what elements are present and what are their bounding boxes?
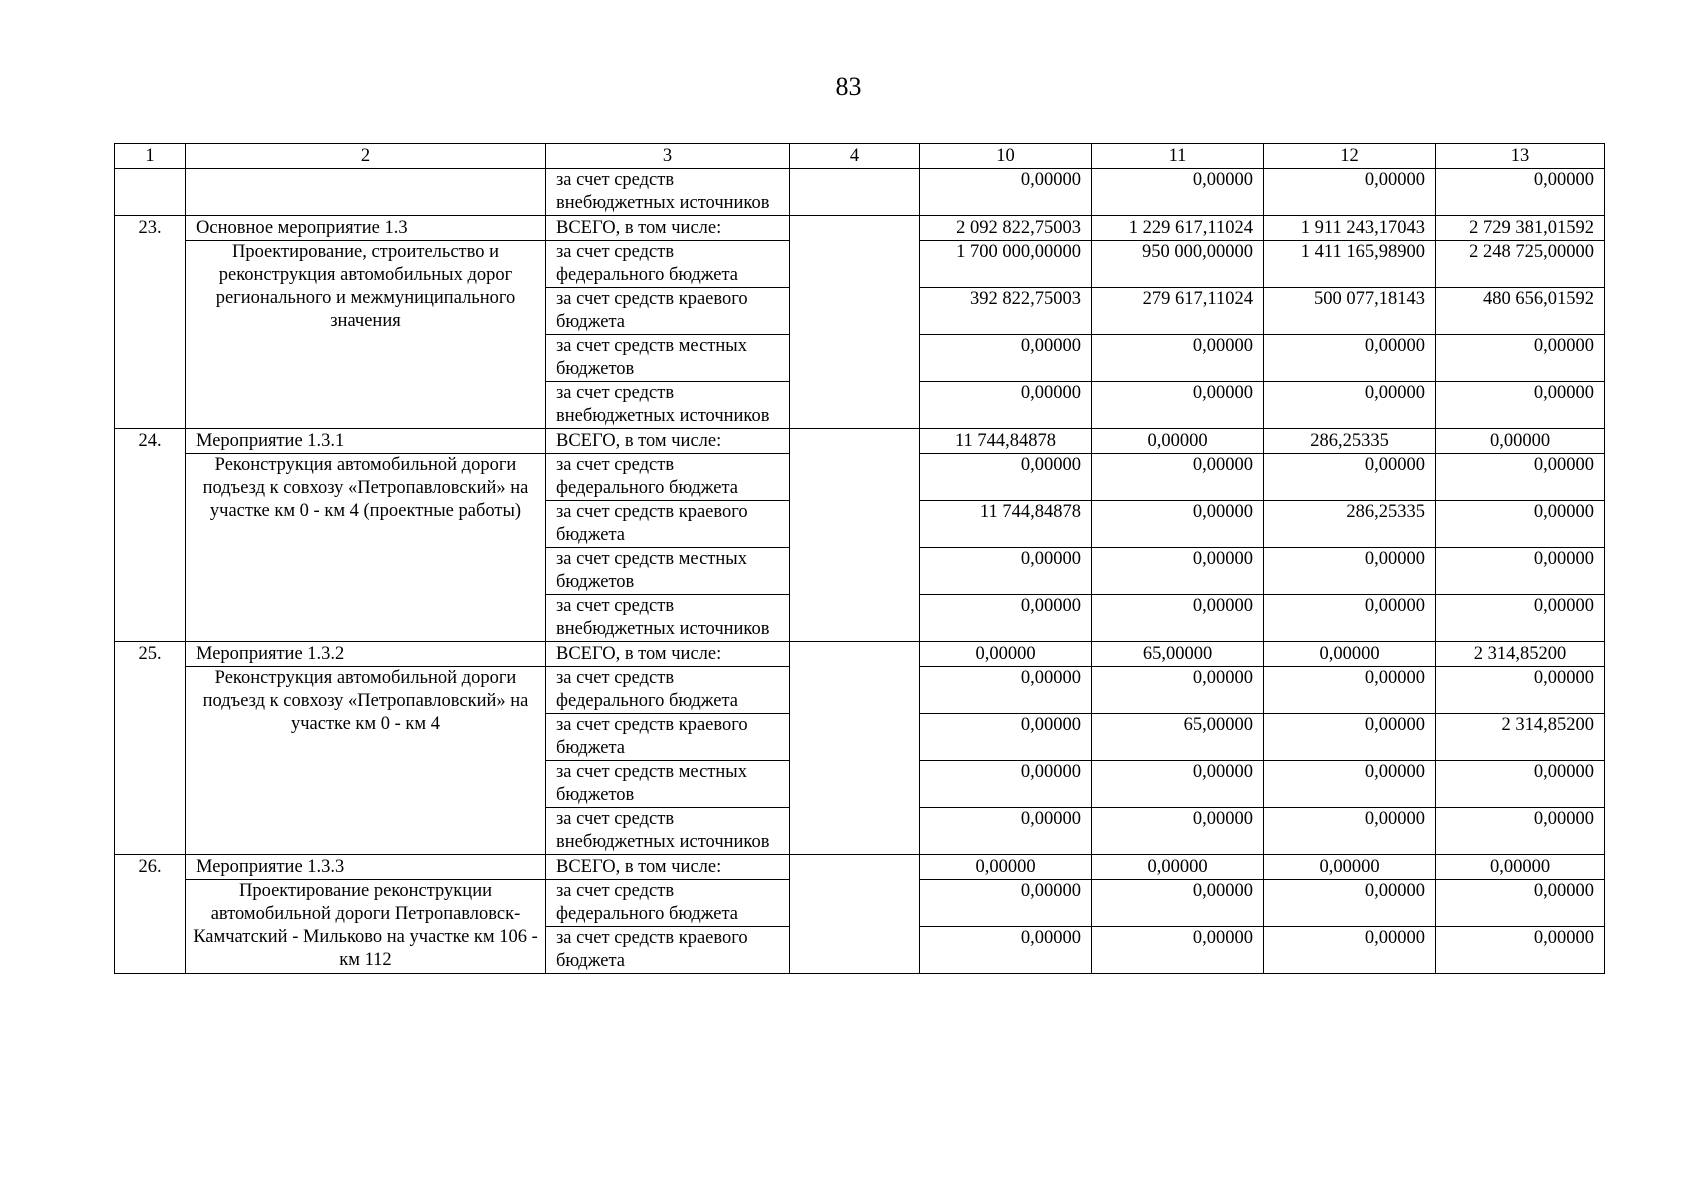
total-value-cell: 2 092 822,75003 — [920, 216, 1092, 241]
value-cell: 0,00000 — [1436, 454, 1605, 501]
value-cell: 0,00000 — [1264, 548, 1436, 595]
value-cell: 0,00000 — [1092, 761, 1264, 808]
group-total-row — [115, 216, 1605, 241]
value-cell: 2 248 725,00000 — [1436, 241, 1605, 288]
value-cell: 286,25335 — [1264, 501, 1436, 548]
carryover-row — [115, 169, 1605, 216]
column-header: 4 — [790, 144, 920, 169]
value-cell: 0,00000 — [1264, 714, 1436, 761]
column-number-row — [115, 144, 1605, 169]
column-header: 1 — [115, 144, 186, 169]
value-cell: 0,00000 — [1264, 808, 1436, 855]
measure-description: Проектирование, строительство и реконструкция автомобильных дорог регионального и межмуниципального значения — [186, 241, 546, 429]
total-value-cell: 1 911 243,17043 — [1264, 216, 1436, 241]
funding-source-label: за счет средств местных бюджетов — [546, 335, 790, 382]
measure-title: Мероприятие 1.3.3 — [186, 855, 546, 880]
column-header: 11 — [1092, 144, 1264, 169]
value-cell: 392 822,75003 — [920, 288, 1092, 335]
value-cell: 0,00000 — [920, 335, 1092, 382]
total-value-cell: 0,00000 — [920, 855, 1092, 880]
measure-title: Основное мероприятие 1.3 — [186, 216, 546, 241]
funding-source-label: за счет средств внебюджетных источников — [546, 595, 790, 642]
value-cell: 0,00000 — [1092, 454, 1264, 501]
value-cell: 0,00000 — [1264, 169, 1436, 216]
value-cell: 0,00000 — [1092, 501, 1264, 548]
value-cell: 0,00000 — [1264, 667, 1436, 714]
value-cell: 0,00000 — [920, 667, 1092, 714]
total-value-cell: 0,00000 — [1436, 855, 1605, 880]
value-cell: 0,00000 — [1092, 382, 1264, 429]
value-cell: 0,00000 — [1092, 595, 1264, 642]
funding-source-label: за счет средств федерального бюджета — [546, 241, 790, 288]
page-number: 83 — [835, 72, 862, 101]
value-cell: 0,00000 — [920, 880, 1092, 927]
measure-title: Мероприятие 1.3.1 — [186, 429, 546, 454]
value-cell: 0,00000 — [1436, 382, 1605, 429]
value-cell: 0,00000 — [1092, 335, 1264, 382]
total-value-cell: 0,00000 — [1264, 642, 1436, 667]
funding-source-label: за счет средств местных бюджетов — [546, 548, 790, 595]
table-body — [115, 144, 1605, 974]
funding-source-label: за счет средств внебюджетных источников — [546, 382, 790, 429]
funding-source-label: за счет средств местных бюджетов — [546, 761, 790, 808]
value-cell: 0,00000 — [1436, 335, 1605, 382]
group-total-row — [115, 429, 1605, 454]
column-header: 12 — [1264, 144, 1436, 169]
total-label: ВСЕГО, в том числе: — [546, 642, 790, 667]
total-value-cell: 2 314,85200 — [1436, 642, 1605, 667]
value-cell: 0,00000 — [1436, 927, 1605, 974]
value-cell: 0,00000 — [1436, 595, 1605, 642]
column-header: 13 — [1436, 144, 1605, 169]
value-cell: 950 000,00000 — [1092, 241, 1264, 288]
value-cell: 11 744,84878 — [920, 501, 1092, 548]
value-cell: 0,00000 — [1264, 335, 1436, 382]
funding-source-label: за счет средств внебюджетных источников — [546, 169, 790, 216]
value-cell: 0,00000 — [920, 761, 1092, 808]
measure-description: Реконструкция автомобильной дороги подъезд к совхозу «Петропавловский» на участке км 0 - км 4 — [186, 667, 546, 855]
value-cell: 0,00000 — [1092, 548, 1264, 595]
group-total-row — [115, 855, 1605, 880]
total-label: ВСЕГО, в том числе: — [546, 429, 790, 454]
value-cell: 0,00000 — [920, 169, 1092, 216]
value-cell: 0,00000 — [1436, 667, 1605, 714]
value-cell: 1 700 000,00000 — [920, 241, 1092, 288]
total-value-cell: 286,25335 — [1264, 429, 1436, 454]
total-value-cell: 0,00000 — [1264, 855, 1436, 880]
value-cell: 0,00000 — [1436, 761, 1605, 808]
index-cell — [115, 169, 186, 216]
value-cell: 0,00000 — [1264, 880, 1436, 927]
total-value-cell: 0,00000 — [1092, 429, 1264, 454]
funding-source-label: за счет средств краевого бюджета — [546, 714, 790, 761]
column-header: 3 — [546, 144, 790, 169]
value-cell: 0,00000 — [1092, 808, 1264, 855]
value-cell: 0,00000 — [920, 454, 1092, 501]
funding-source-label: за счет средств краевого бюджета — [546, 501, 790, 548]
column-4-cell — [790, 642, 920, 855]
funding-source-label: за счет средств федерального бюджета — [546, 454, 790, 501]
value-cell: 0,00000 — [1264, 595, 1436, 642]
value-cell: 0,00000 — [920, 714, 1092, 761]
value-cell: 480 656,01592 — [1436, 288, 1605, 335]
value-cell: 0,00000 — [920, 382, 1092, 429]
value-cell: 0,00000 — [1092, 169, 1264, 216]
value-cell: 0,00000 — [1436, 808, 1605, 855]
total-value-cell: 11 744,84878 — [920, 429, 1092, 454]
column-header: 10 — [920, 144, 1092, 169]
value-cell: 0,00000 — [1436, 169, 1605, 216]
value-cell: 0,00000 — [920, 808, 1092, 855]
value-cell: 0,00000 — [1264, 927, 1436, 974]
total-value-cell: 0,00000 — [1436, 429, 1605, 454]
total-value-cell: 0,00000 — [920, 642, 1092, 667]
value-cell: 0,00000 — [920, 595, 1092, 642]
total-value-cell: 2 729 381,01592 — [1436, 216, 1605, 241]
funding-source-label: за счет средств внебюджетных источников — [546, 808, 790, 855]
value-cell: 1 411 165,98900 — [1264, 241, 1436, 288]
value-cell: 65,00000 — [1092, 714, 1264, 761]
funding-source-label: за счет средств федерального бюджета — [546, 880, 790, 927]
value-cell: 2 314,85200 — [1436, 714, 1605, 761]
column-4-cell — [790, 216, 920, 429]
row-index: 25. — [115, 642, 186, 855]
group-total-row — [115, 642, 1605, 667]
column-4-cell — [790, 169, 920, 216]
funding-source-label: за счет средств краевого бюджета — [546, 288, 790, 335]
value-cell: 0,00000 — [1092, 667, 1264, 714]
total-value-cell: 1 229 617,11024 — [1092, 216, 1264, 241]
value-cell: 0,00000 — [1436, 880, 1605, 927]
total-label: ВСЕГО, в том числе: — [546, 216, 790, 241]
measure-title: Мероприятие 1.3.2 — [186, 642, 546, 667]
measure-description: Реконструкция автомобильной дороги подъезд к совхозу «Петропавловский» на участке км 0 - км 4 (проектные работы) — [186, 454, 546, 642]
budget-table — [114, 143, 1605, 974]
row-index: 26. — [115, 855, 186, 974]
value-cell: 500 077,18143 — [1264, 288, 1436, 335]
value-cell: 0,00000 — [1092, 927, 1264, 974]
value-cell: 0,00000 — [1436, 548, 1605, 595]
total-value-cell: 0,00000 — [1092, 855, 1264, 880]
total-value-cell: 65,00000 — [1092, 642, 1264, 667]
value-cell: 0,00000 — [920, 927, 1092, 974]
value-cell: 0,00000 — [1264, 454, 1436, 501]
funding-source-label: за счет средств краевого бюджета — [546, 927, 790, 974]
column-header: 2 — [186, 144, 546, 169]
row-index: 24. — [115, 429, 186, 642]
value-cell: 0,00000 — [1264, 382, 1436, 429]
row-index: 23. — [115, 216, 186, 429]
column-4-cell — [790, 855, 920, 974]
value-cell: 0,00000 — [1436, 501, 1605, 548]
description-cell — [186, 169, 546, 216]
value-cell: 0,00000 — [920, 548, 1092, 595]
value-cell: 0,00000 — [1264, 761, 1436, 808]
column-4-cell — [790, 429, 920, 642]
value-cell: 279 617,11024 — [1092, 288, 1264, 335]
total-label: ВСЕГО, в том числе: — [546, 855, 790, 880]
funding-source-label: за счет средств федерального бюджета — [546, 667, 790, 714]
value-cell: 0,00000 — [1092, 880, 1264, 927]
measure-description: Проектирование реконструкции автомобильной дороги Петропавловск-Камчатский - Мильково на участке км 106 - км 112 — [186, 880, 546, 974]
